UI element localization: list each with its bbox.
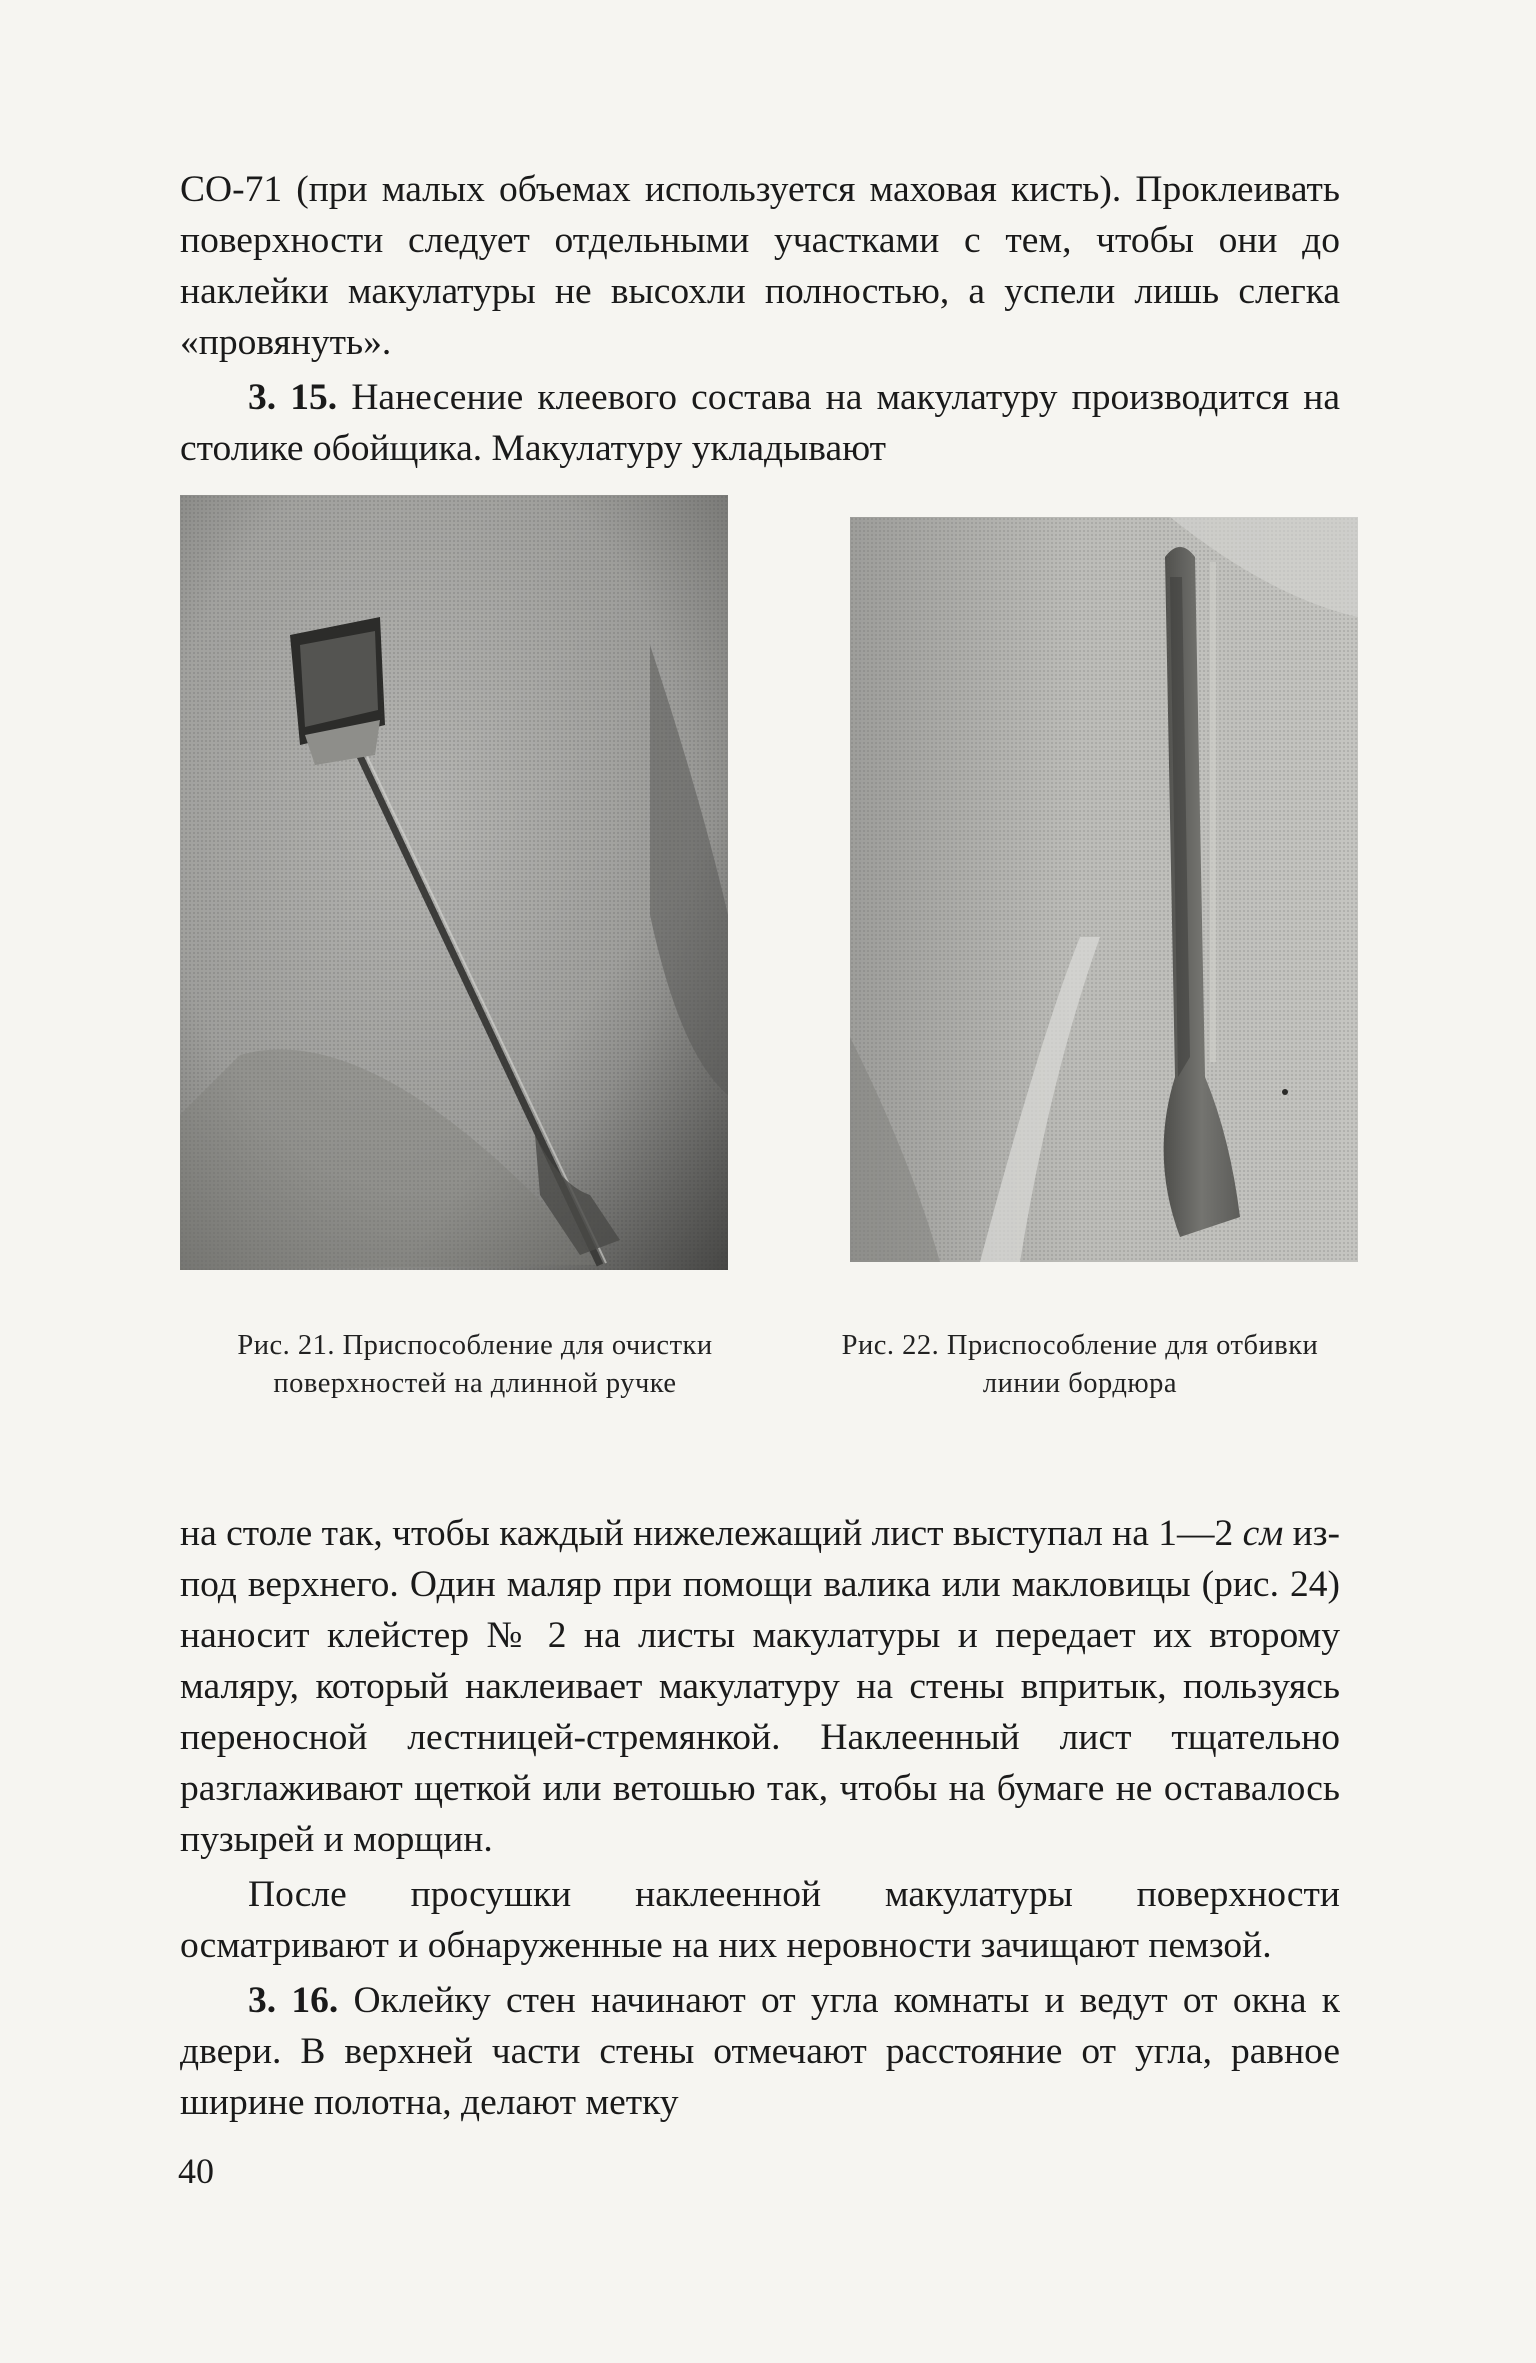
top-text-block [180, 164, 1340, 474]
scraper-tool-photo [180, 495, 728, 1270]
figure-21-caption: Рис. 21. Приспособление для очистки поверхностей на длинной ручке [237, 1330, 713, 1399]
paragraph-drying: После просушки наклеенной макулатуры поверхности осматривают и обнаруженные на них неровности зачищают пемзой. [180, 1874, 1340, 1966]
section-number: 3. 15. [248, 377, 338, 418]
border-tool-photo [850, 517, 1358, 1262]
paragraph-text: на столе так, чтобы каждый нижележащий лист выступал на 1—2 [180, 1513, 1243, 1554]
paragraph-text: из-под верхнего. Один маляр при помощи валика или макловицы (рис. 24) наносит клейстер № 2 на листы макулатуры и передает их второму маляру, который наклеивает макулатуру на стены впритык, пользуясь переносной лестницей-стремянкой. Наклеенный лист тщательно разглаживают щеткой или ветошью так, чтобы на бумаге не оставалось пузырей и морщин. [180, 1513, 1340, 1860]
figure-22-caption: Рис. 22. Приспособление для отбивки линии бордюра [841, 1330, 1319, 1399]
paragraph-continuation [180, 1508, 1340, 1865]
bottom-text-block [180, 1508, 1340, 2128]
paragraph-3-15 [180, 372, 1340, 474]
paragraph-3-16 [180, 1975, 1340, 2128]
paragraph-text: Нанесение клеевого состава на макулатуру производится на столике обойщика. Макулатуру укладывают [180, 377, 1340, 469]
page-number: 40 [178, 2151, 214, 2191]
paragraph-text: Оклейку стен начинают от угла комнаты и ведут от окна к двери. В верхней части стены отмечают расстояние от угла, равное ширине полотна, делают метку [180, 1980, 1341, 2123]
figure-22-photo [850, 517, 1358, 1262]
paragraph-continuation: СО-71 (при малых объемах используется маховая кисть). Проклеивать поверхности следует отдельными участками с тем, чтобы они до наклейки макулатуры не высохли полностью, а успели лишь слегка «провянуть». [180, 169, 1340, 363]
unit-cm: см [1242, 1513, 1284, 1554]
figure-21-photo [180, 495, 728, 1270]
section-number: 3. 16. [248, 1980, 339, 2021]
